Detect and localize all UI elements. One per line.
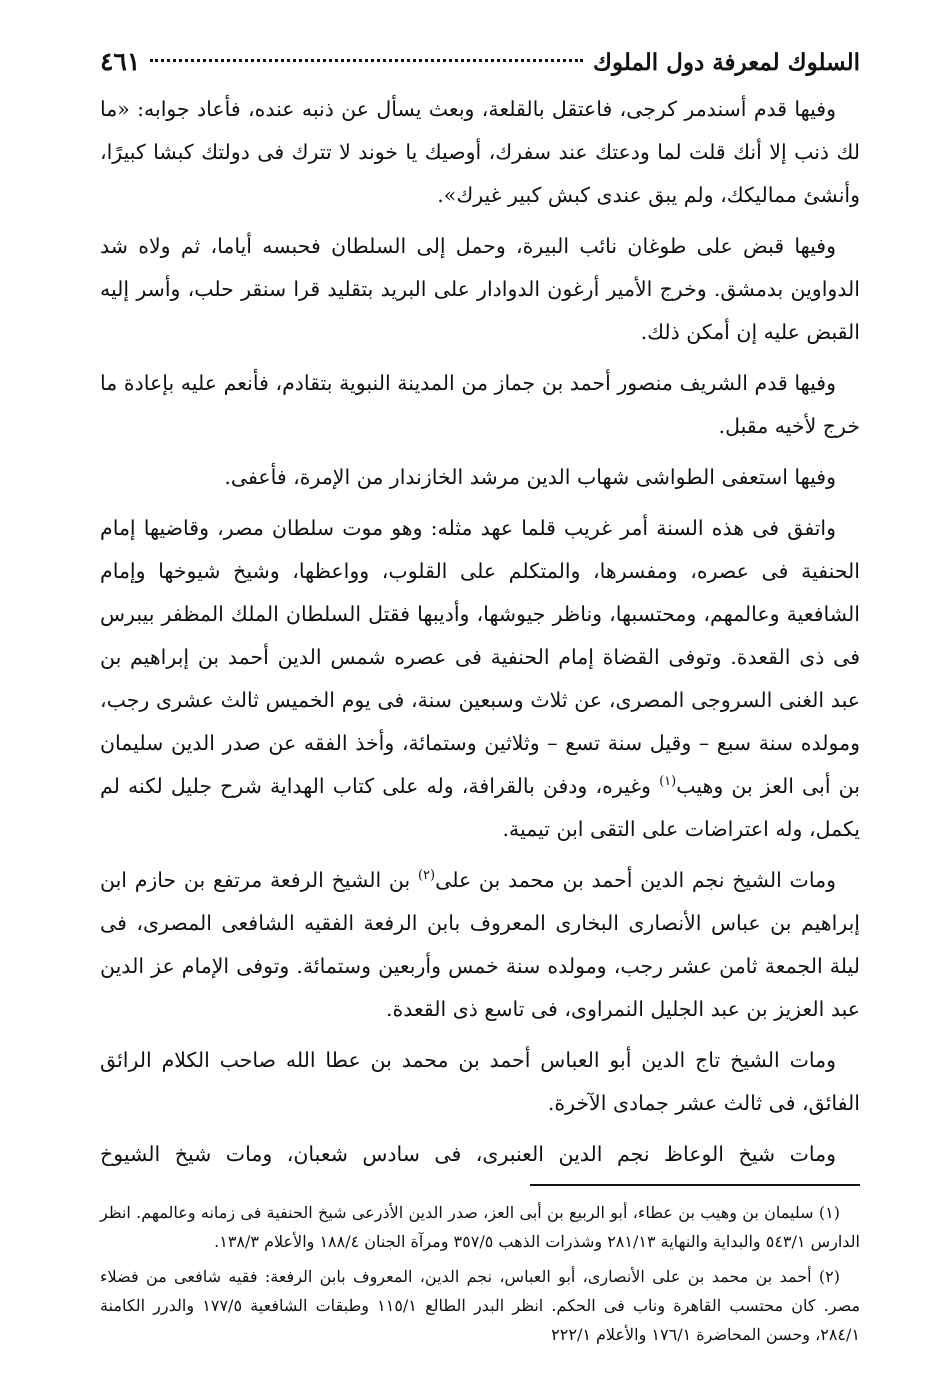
- paragraph-sharif-mansur: وفيها قدم الشريف منصور أحمد بن جماز من المدينة النبوية بتقادم، فأنعم عليه بإعادة ما خرج لأخيه مقبل.: [100, 371, 860, 438]
- paragraph-askandamur: وفيها قدم أسندمر كرجى، فاعتقل بالقلعة، وبعث يسأل عن ذنبه عنده، فأعاد جوابه: «ما لك ذنب إلا أنك قلت لما ودعتك عند سفرك، أوصيك يا خوند لا تترك فى دولتك كبشا كبيرًا، وأنشئ مماليكك، ولم يبق عندى كبش كبير غيرك».: [100, 97, 860, 207]
- paragraph-strange-year: [100, 507, 860, 851]
- footnote-ref-1[interactable]: (١): [659, 774, 677, 790]
- paragraph-ibn-rifaa-text: ومات الشيخ نجم الدين أحمد بن محمد بن على: [435, 868, 836, 892]
- paragraph-strange-year-text: واتفق فى هذه السنة أمر غريب قلما عهد مثله: وهو موت سلطان مصر، وقاضيها إمام الحنفية فى عصره، ومفسرها، والمتكلم على القلوب، وواعظها، وشيخ شيوخها وإمام الشافعية وعالمهم، ومحتسبها، وناظر جيوشها، وأديبها فقتل السلطان الملك المظفر بيبرس فى ذى القعدة. وتوفى القضاة إمام الحنفية فى عصره شمس الدين أحمد بن إبراهيم بن عبد الغنى السروجى المصرى، عن ثلاث وسبعين سنة، فى يوم الخميس ثالث عشرى رجب، ومولده سنة سبع – وقيل سنة تسع – وثلاثين وستمائة، وأخذ الفقه عن صدر الدين سليمان بن أبى العز بن وهيب: [100, 516, 860, 798]
- footnote-separator: [530, 1184, 860, 1186]
- book-title: السلوك لمعرفة دول الملوك: [592, 49, 860, 76]
- paragraph-ibn-ataallah: ومات الشيخ تاج الدين أبو العباس أحمد بن محمد بن عطا الله صاحب الكلام الرائق الفائق، فى ثالث عشر جمادى الآخرة.: [100, 1048, 860, 1115]
- footnote-ref-2[interactable]: (٢): [417, 868, 436, 884]
- main-text: [100, 88, 860, 1176]
- running-header: [100, 40, 860, 84]
- footnote-1: (١) سليمان بن وهيب بن عطاء، أبو الربيع بن أبى العز، صدر الدين الأذرعى شيخ الحنفية فى زمانه وعالمهم. انظر الدارس ٥٤٣/١ والبداية والنهاية ٢٨١/١٣ وشذرات الذهب ٣٥٧/٥ ومرآة الجنان ١٨٨/٤ والأعلام ١٣٨/٣.: [100, 1203, 860, 1251]
- footnotes: [100, 1198, 860, 1349]
- page-number: ٤٦١: [100, 47, 141, 76]
- paragraph-strange-year-cont: وغيره، ودفن بالقرافة، وله على كتاب الهداية شرح جليل لكنه لم يكمل، وله اعتراضات على التقى ابن تيمية.: [100, 774, 860, 841]
- header-dot-leader: [150, 59, 583, 62]
- book-page: [100, 40, 860, 1370]
- footnote-2: (٢) أحمد بن محمد بن على الأنصارى، أبو العباس، نجم الدين، المعروف بابن الرفعة: فقيه شافعى من فضلاء مصر. كان محتسب القاهرة وناب فى الحكم. انظر البدر الطالع ١١٥/١ وطبقات الشافعية ١٧٧/٥ والدرر الكامنة ٢٨٤/١، وحسن المحاضرة ١٧٦/١ والأعلام ٢٢٢/١: [100, 1267, 861, 1344]
- paragraph-tawashi: وفيها استعفى الطواشى شهاب الدين مرشد الخازندار من الإمرة، فأعفى.: [224, 465, 836, 489]
- paragraph-ibn-rifaa-cont: بن الشيخ الرفعة مرتفع بن حازم ابن إبراهيم بن عباس الأنصارى البخارى المعروف بابن الرفعة الفقيه الشافعى المصرى، فى ليلة الجمعة ثامن عشر رجب، ومولده سنة خمس وأربعين وستمائة. وتوفى الإمام عز الدين عبد العزيز بن عبد الجليل النمراوى، فى تاسع ذى القعدة.: [100, 868, 860, 1021]
- paragraph-anbari: ومات شيخ الوعاظ نجم الدين العنبرى، فى سادس شعبان، ومات شيخ الشيوخ: [100, 1142, 836, 1166]
- paragraph-ibn-rifaa: [100, 859, 860, 1031]
- paragraph-tughan: وفيها قبض على طوغان نائب البيرة، وحمل إلى السلطان فحبسه أياما، ثم ولاه شد الدواوين بدمشق. وخرج الأمير أرغون الدوادار على البريد بتقليد قرا سنقر حلب، وأسر إليه القبض عليه إن أمكن ذلك.: [100, 234, 860, 344]
